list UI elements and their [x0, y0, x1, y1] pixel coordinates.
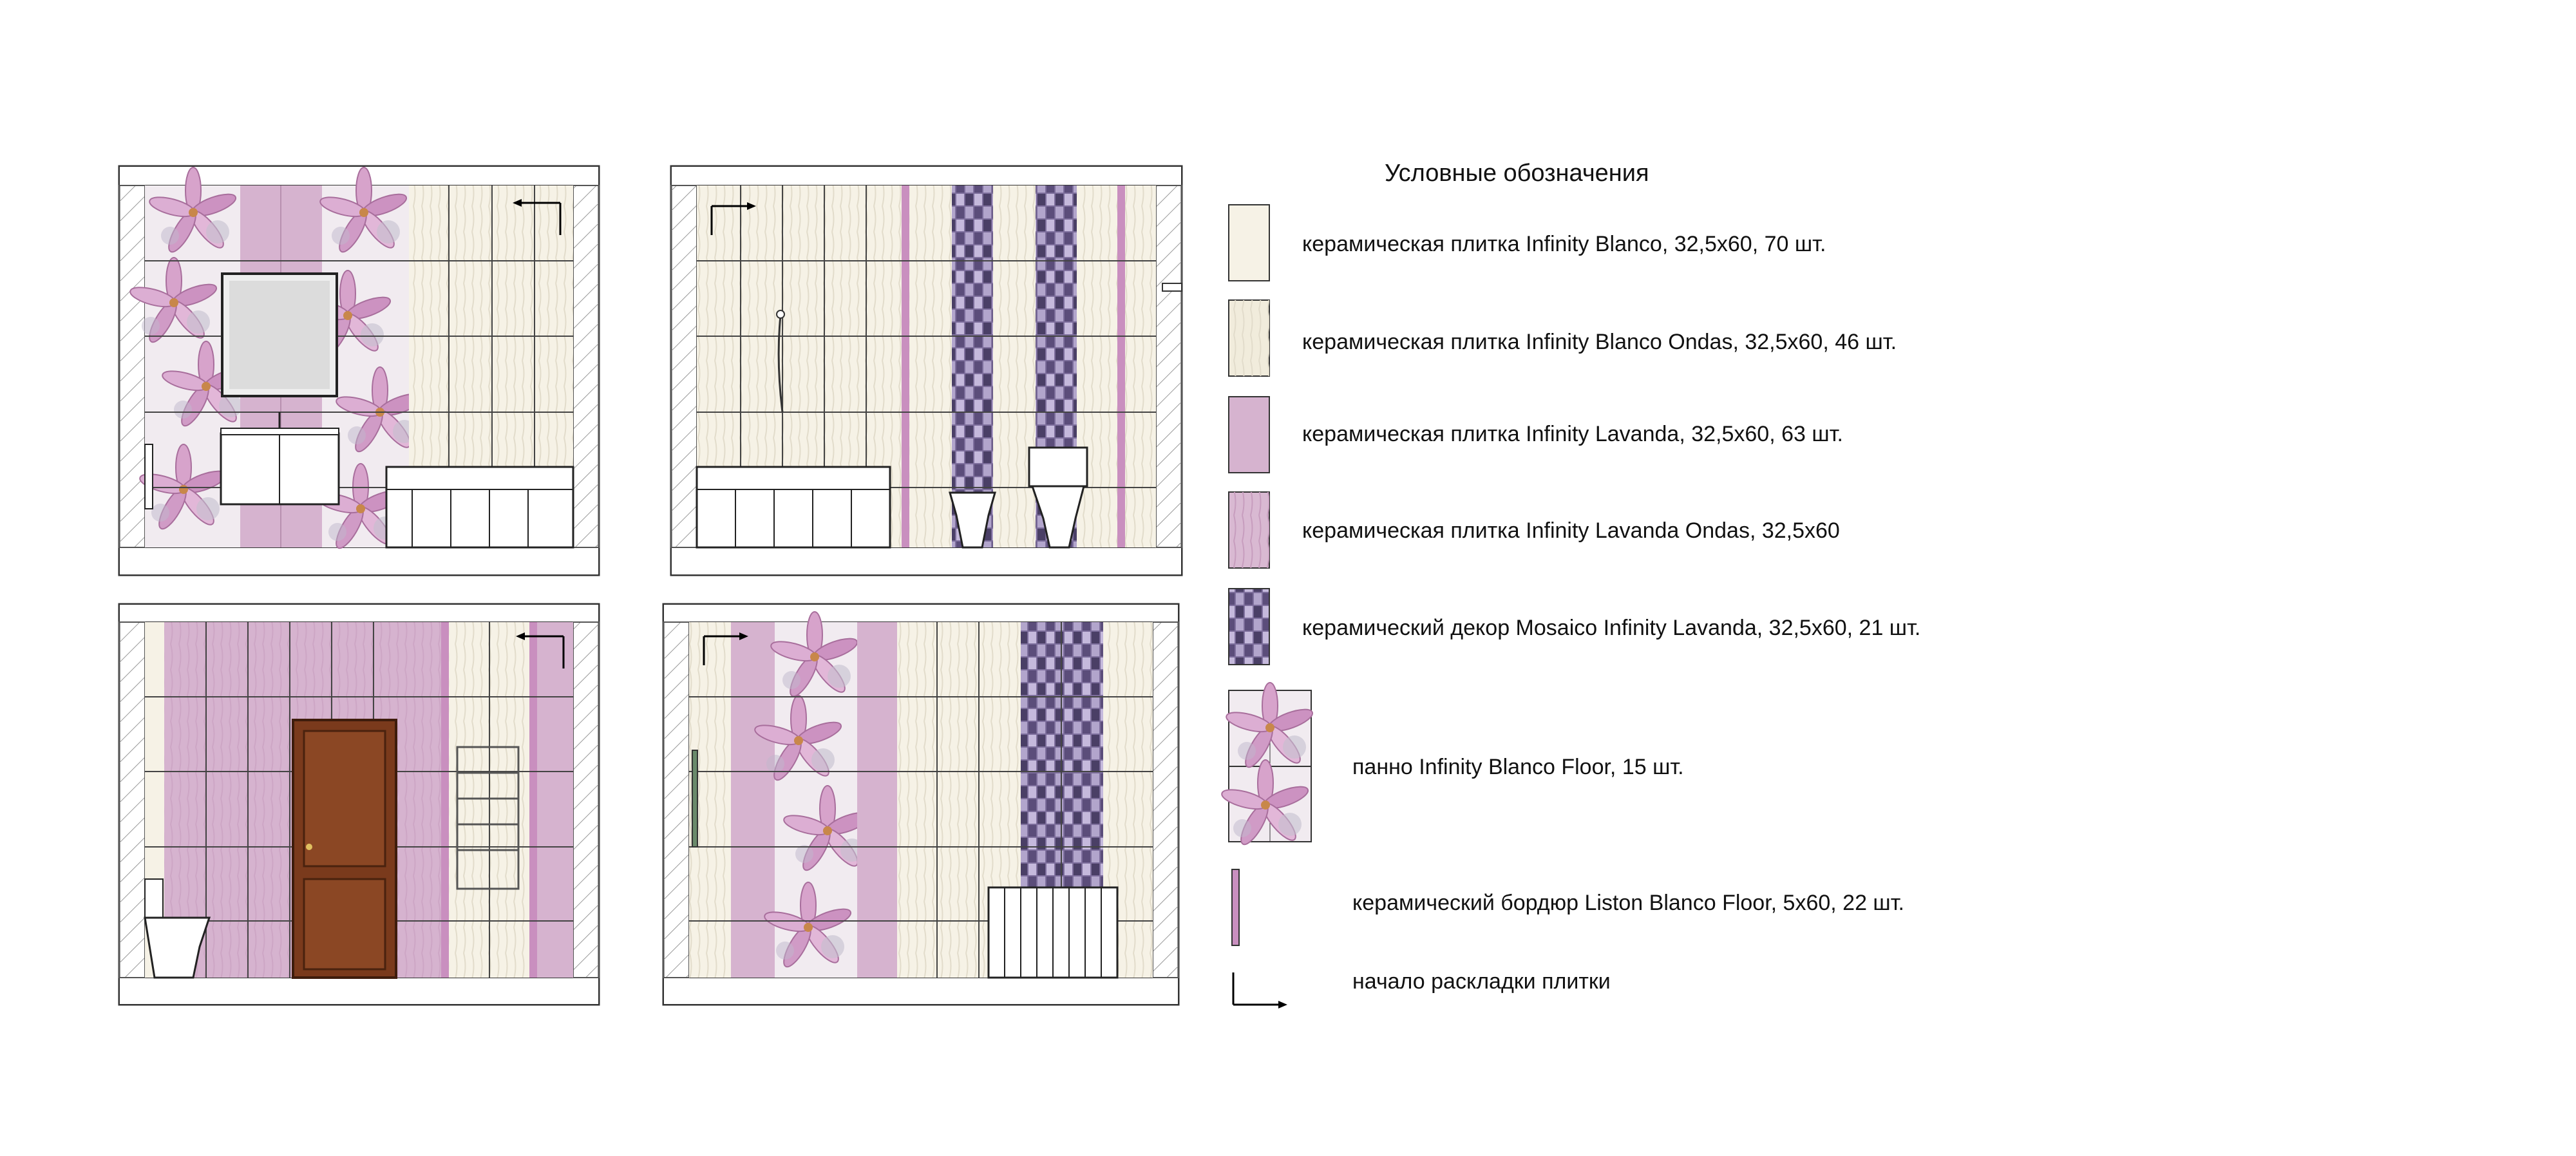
- swatch-lavanda: [1229, 397, 1269, 473]
- elevation-wall-1: [119, 166, 599, 575]
- legend-label-blanco-ondas: керамическая плитка Infinity Blanco Ondas, 32,5х60, 46 шт.: [1302, 330, 1897, 354]
- legend-label-start-arrow: начало раскладки плитки: [1352, 969, 1611, 994]
- corner-arrow-icon: [1233, 972, 1287, 1009]
- legend-label-blanco: керамическая плитка Infinity Blanco, 32,5х60, 70 шт.: [1302, 232, 1826, 256]
- legend-label-lavanda: керамическая плитка Infinity Lavanda, 32,5х60, 63 шт.: [1302, 422, 1843, 446]
- swatch-blanco-ondas: [1229, 300, 1269, 376]
- elevation-wall-2: [671, 166, 1182, 575]
- swatch-mosaico: [1229, 589, 1269, 665]
- swatch-lavanda-ondas: [1229, 492, 1269, 568]
- swatch-blanco: [1229, 205, 1269, 281]
- legend-swatches: [1220, 205, 1315, 1009]
- swatch-floor-panel: [1220, 683, 1315, 848]
- legend-label-liston: керамический бордюр Liston Blanco Floor, 5х60, 22 шт.: [1352, 891, 1904, 915]
- elevation-wall-3: [119, 604, 599, 1005]
- legend-label-floor-panel: панно Infinity Blanco Floor, 15 шт.: [1352, 755, 1684, 779]
- elevation-wall-4: [663, 604, 1179, 1005]
- legend-title: Условные обозначения: [1385, 160, 1649, 187]
- swatch-liston: [1232, 869, 1239, 945]
- legend-label-mosaico: керамический декор Mosaico Infinity Lavanda, 32,5х60, 21 шт.: [1302, 616, 1921, 640]
- legend-label-lavanda-ondas: керамическая плитка Infinity Lavanda Ondas, 32,5х60: [1302, 518, 1840, 543]
